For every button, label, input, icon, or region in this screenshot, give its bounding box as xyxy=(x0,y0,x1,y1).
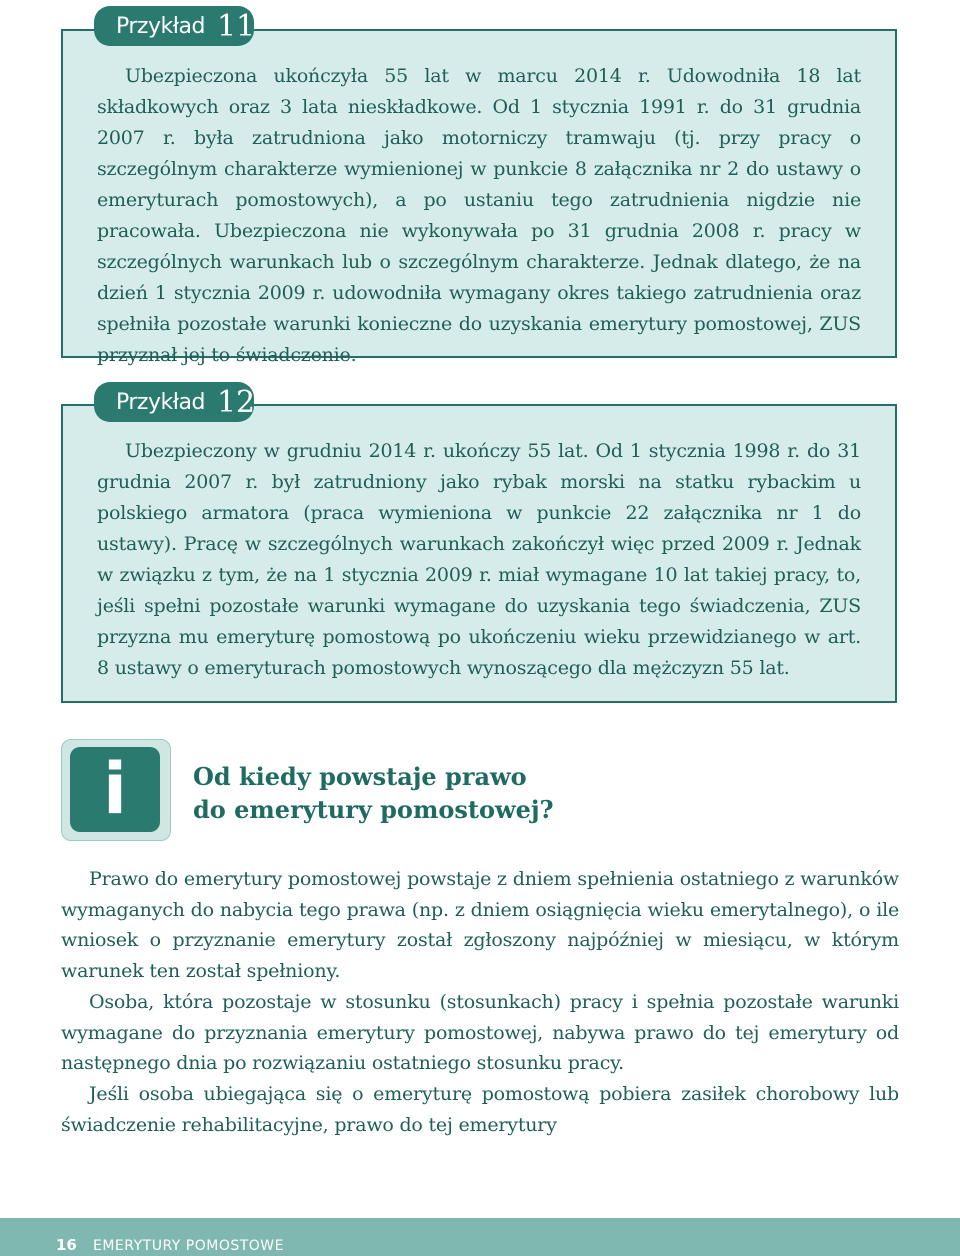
example-11-label: Przykład xyxy=(116,13,205,39)
example-12-tab xyxy=(94,382,254,422)
footer-title: EMERYTURY POMOSTOWE xyxy=(93,1238,284,1254)
body-paragraph-1: Prawo do emerytury pomostowej powstaje z dniem spełnienia ostatniego z warunków wymaganych do nabycia tego prawa (np. z dniem osiągnięcia wieku emerytalnego), o ile wniosek o przyznanie emerytury został zgłoszony najpóźniej w miesiącu, w którym warunek ten został spełniony. xyxy=(61,868,899,983)
page-number: 16 xyxy=(56,1236,77,1254)
example-12-text: Ubezpieczony w grudniu 2014 r. ukończy 55 lat. Od 1 stycznia 1998 r. do 31 grudnia 2007 r. był zatrudniony jako rybak morski na statku rybackim u polskiego armatora (praca wymieniona w punkcie 22 załącznika nr 1 do ustawy). Pracę w szczególnych warunkach zakończył więc przed 2009 r. Jednak w związku z tym, że na 1 stycznia 2009 r. miał wymagane 10 lat takiej pracy, to, jeśli spełni pozostałe warunki wymagane do uzyskania tego świadczenia, ZUS przyzna mu emeryturę pomostową po ukończeniu wieku przewidzianego w art. 8 ustawy o emeryturach pomostowych wynoszącego dla mężczyzn 55 lat. xyxy=(97,440,861,679)
example-11-number: 11 xyxy=(216,8,256,44)
example-11-tab xyxy=(94,6,254,46)
info-heading xyxy=(193,760,693,826)
example-12-number: 12 xyxy=(216,384,256,420)
example-11-box xyxy=(61,29,897,366)
info-heading-line1: Od kiedy powstaje prawo xyxy=(193,762,527,791)
example-11-text: Ubezpieczona ukończyła 55 lat w marcu 2014 r. Udowodniła 18 lat składkowych oraz 3 lata nieskładkowe. Od 1 stycznia 1991 r. do 31 grudnia 2007 r. była zatrudniona jako motorniczy tramwaju (tj. przy pracy o szczególnym charakterze wymienionej w punkcie 8 załącznika nr 2 do ustawy o emeryturach pomostowych), a po ustaniu tego zatrudnienia nigdzie nie pracowała. Ubezpieczona nie wykonywała po 31 grudnia 2008 r. pracy w szczególnych warunkach lub o szczególnym charakterze. Jednak dlatego, że na dzień 1 stycznia 2009 r. udowodniła wymagany okres takiego zatrudnienia oraz spełniła pozostałe warunki konieczne do uzyskania emerytury pomostowej, ZUS przyznał jej to świadczenie. xyxy=(97,65,861,366)
example-12-label: Przykład xyxy=(116,389,205,415)
body-paragraph-3: Jeśli osoba ubiegająca się o emeryturę pomostową pobiera zasiłek chorobowy lub świadczenie rehabilitacyjne, prawo do tej emerytury xyxy=(61,1083,899,1136)
example-12-box xyxy=(61,404,897,703)
info-icon xyxy=(61,739,171,841)
info-icon-glyph: i xyxy=(70,747,160,832)
info-heading-line2: do emerytury pomostowej? xyxy=(193,795,554,824)
body-paragraph-2: Osoba, która pozostaje w stosunku (stosunkach) pracy i spełnia pozostałe warunki wymagane do przyznania emerytury pomostowej, nabywa prawo do tej emerytury od następnego dnia po rozwiązaniu ostatniego stosunku pracy. xyxy=(61,991,899,1075)
